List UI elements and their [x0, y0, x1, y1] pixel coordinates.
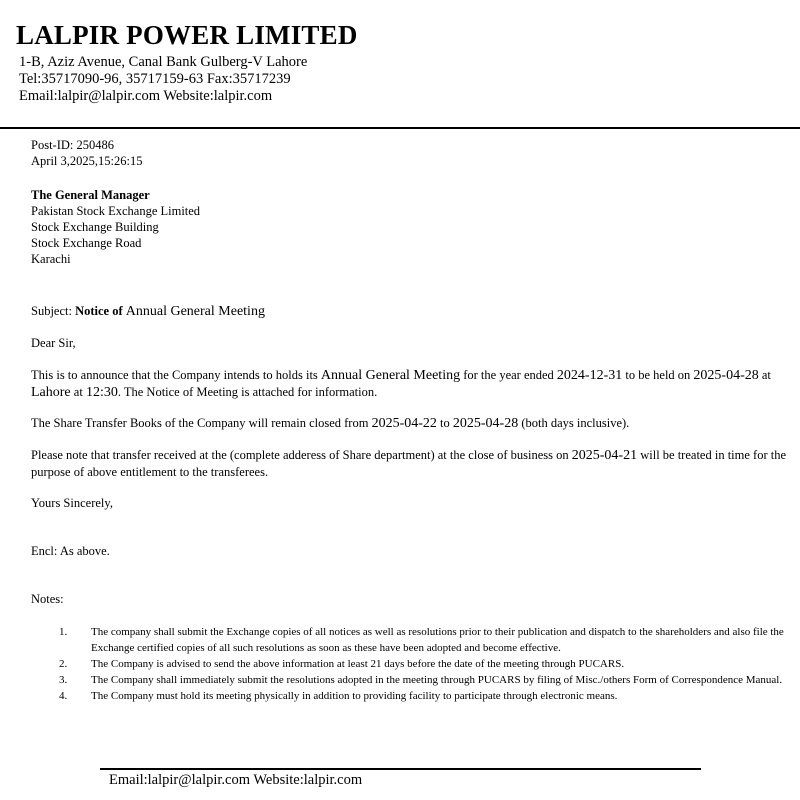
para-text: . The Notice of Meeting is attached for information. [117, 385, 378, 399]
recipient-org: Pakistan Stock Exchange Limited [31, 204, 201, 218]
note-number: 4. [59, 690, 68, 702]
transfer-paragraph [31, 447, 797, 480]
closure-to-date: 2025-04-28 [452, 416, 519, 431]
note-item [31, 624, 791, 656]
recipient-city: Karachi [31, 252, 71, 266]
note-number: 2. [59, 658, 68, 670]
note-item [31, 656, 791, 672]
para-text: at [70, 385, 86, 399]
header-divider [0, 127, 800, 129]
footer-email-website: Email:lalpir@lalpir.com Website:lalpir.com [109, 772, 363, 788]
subject-label: Subject: [31, 304, 72, 318]
announcement-paragraph [31, 367, 797, 401]
enclosure: Encl: As above. [31, 544, 110, 558]
meeting-place: Lahore [31, 385, 71, 400]
para-text: (both days inclusive). [518, 416, 630, 430]
para-text: at [758, 368, 771, 382]
note-item [31, 672, 791, 688]
salutation: Dear Sir, [31, 336, 76, 350]
post-id: Post-ID: 250486 [31, 138, 114, 152]
closure-from-date: 2025-04-22 [371, 416, 437, 431]
recipient-building: Stock Exchange Building [31, 220, 159, 234]
footer-divider [100, 768, 701, 770]
note-text: The Company is advised to send the above information at least 21 days before the date of the meeting through PUCARS. [91, 658, 625, 670]
note-number: 1. [59, 626, 68, 638]
para-text: for the year ended [460, 368, 557, 382]
book-closure-paragraph [31, 415, 797, 432]
subject-bold: Notice of [75, 304, 123, 318]
note-number: 3. [59, 674, 68, 686]
note-text: The Company shall immediately submit the resolutions adopted in the meeting through PUCARS by filing of Misc./others Form of Correspondence Manual. [91, 674, 783, 686]
meeting-time: 12:30 [85, 385, 118, 400]
para-text: This is to announce that the Company intends to holds its [31, 368, 321, 382]
notes-list [31, 624, 791, 704]
company-email-website: Email:lalpir@lalpir.com Website:lalpir.com [19, 88, 273, 104]
note-text: The company shall submit the Exchange copies of all notices as well as resolutions prior to their publication and dispatch to the shareholders and also file the Exchange certified copies of all such resolutions as soon as these have been adopted and become effective. [91, 626, 784, 654]
para-text: will be treated in time for the purpose of above entitlement to the transferees. [31, 448, 787, 479]
para-text: to [436, 416, 453, 430]
note-text: The Company must hold its meeting physically in addition to providing facility to participate through electronic means. [91, 690, 618, 702]
meeting-name: Annual General Meeting [320, 368, 461, 383]
subject-topic: Annual General Meeting [125, 304, 265, 319]
year-end-date: 2024-12-31 [556, 368, 623, 383]
notes-heading: Notes: [31, 592, 64, 606]
subject-line [31, 303, 265, 320]
recipient-title: The General Manager [31, 188, 150, 202]
company-address: 1-B, Aziz Avenue, Canal Bank Gulberg-V Lahore [19, 54, 308, 70]
note-item [31, 688, 791, 704]
post-datetime: April 3,2025,15:26:15 [31, 154, 143, 168]
closing: Yours Sincerely, [31, 496, 113, 510]
transfer-date: 2025-04-21 [571, 448, 638, 463]
para-text: The Share Transfer Books of the Company will remain closed from [31, 416, 372, 430]
company-phone-fax: Tel:35717090-96, 35717159-63 Fax:35717239 [19, 71, 291, 87]
para-text: to be held on [622, 368, 694, 382]
meeting-date: 2025-04-28 [693, 368, 759, 383]
para-text: Please note that transfer received at the (complete adderess of Share department) at the close of business on [31, 448, 572, 462]
company-name: LALPIR POWER LIMITED [16, 20, 358, 50]
recipient-road: Stock Exchange Road [31, 236, 142, 250]
